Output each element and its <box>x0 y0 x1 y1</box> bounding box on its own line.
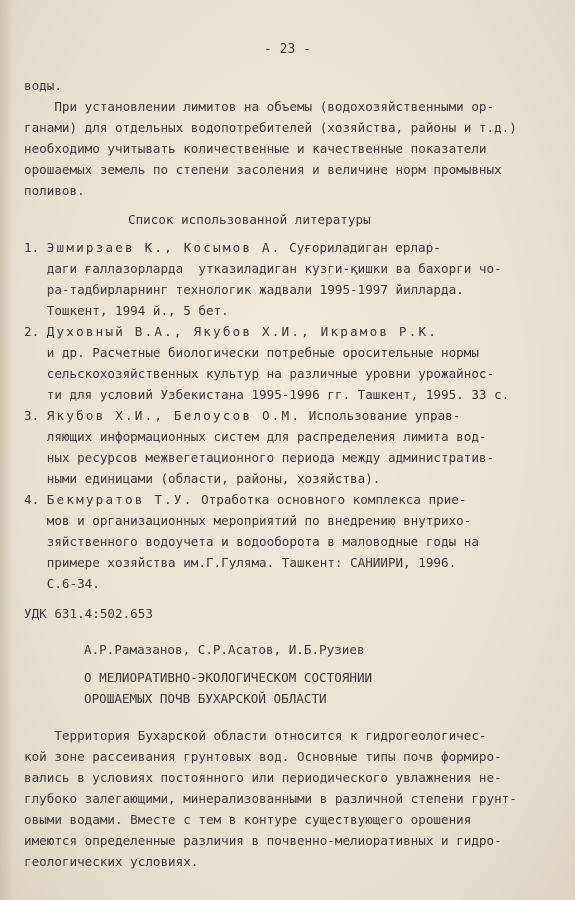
reference-text: даги ғаллазорларда утказиладиган кузги-қишки ва бахорги чо- <box>24 261 502 276</box>
article-line: овыми водами. Вместе с тем в контуре существующего орошения <box>24 812 472 827</box>
reference-item-1 <box>24 238 441 259</box>
reference-text: Тошкент, 1994 й., 5 бет. <box>24 303 229 318</box>
reference-authors: Эшмирзаев К., Косымов А. <box>46 240 282 255</box>
reference-text: Использование управ- <box>301 408 461 423</box>
article-line: глубоко залегающими, минерализованными в различной степени грунт- <box>24 791 517 806</box>
reference-text: Суғориладиган ерлар- <box>281 240 441 255</box>
intro-line: При установлении лимитов на объемы (водохозяйственными ор- <box>24 99 495 114</box>
reference-authors: Якубов Х.И., Белоусов О.М. <box>46 408 302 423</box>
reference-text: зяйственного водоучета и водооборота в маловодные годы на <box>24 534 479 549</box>
udk-code: УДК 631.4:502.653 <box>24 606 153 621</box>
article-line: Территория Бухарской области относится к гидрогеологичес- <box>24 728 487 743</box>
reference-text: мов и организационных мероприятий по внедрению внутрихо- <box>24 513 472 528</box>
reference-text: ти для условий Узбекистана 1995-1996 гг. Ташкент, 1995. 33 с. <box>24 387 510 402</box>
reference-item-3 <box>24 406 460 427</box>
article-title-line: О МЕЛИОРАТИВНО-ЭКОЛОГИЧЕСКОМ СОСТОЯНИИ <box>84 670 373 685</box>
reference-item-2 <box>24 322 438 343</box>
article-line: имеются определенные различия в почвенно-мелиоративных и гидро- <box>24 833 502 848</box>
reference-authors: Духовный В.А., Якубов Х.И., Икрамов Р.К. <box>46 324 439 339</box>
intro-line: необходимо учитывать количественные и качественные показатели <box>24 141 487 156</box>
intro-line: воды. <box>24 78 62 93</box>
references-title: Список использованной литературы <box>128 212 371 227</box>
page-number: - 23 - <box>264 42 311 57</box>
reference-text: ных ресурсов межвегетационного периода между административ- <box>24 450 495 465</box>
article-line: вались в условиях постоянного или периодического увлажнения не- <box>24 770 502 785</box>
reference-text: Отработка основного комплекса прие- <box>193 492 467 507</box>
article-line: кой зоне рассеивания грунтовых вод. Основные типы почв формиро- <box>24 749 502 764</box>
reference-text: С.6-34. <box>24 576 100 591</box>
reference-number: 3. <box>24 408 40 423</box>
article-line: геологических условиях. <box>24 854 199 869</box>
reference-text: сельскохозяйственных культур на различные уровни урожайнос- <box>24 366 495 381</box>
reference-authors: Бекмуратов Т.У. <box>46 492 194 507</box>
intro-line: орошаемых земель по степени засоления и величине норм промывных <box>24 162 502 177</box>
reference-number: 4. <box>24 492 40 507</box>
reference-text: и др. Расчетные биологически потребные оросительные нормы <box>24 345 479 360</box>
article-authors: А.Р.Рамазанов, С.Р.Асатов, И.Б.Рузиев <box>84 642 365 657</box>
page-spine-shadow <box>0 0 14 900</box>
reference-number: 1. <box>24 240 40 255</box>
reference-item-4 <box>24 490 466 511</box>
reference-text: ными единицами (области, районы, хозяйства). <box>24 471 381 486</box>
reference-text: ляющих информационных систем для распределения лимита вод- <box>24 429 487 444</box>
article-title-line: ОРОШАЕМЫХ ПОЧВ БУХАРСКОЙ ОБЛАСТИ <box>84 691 327 706</box>
reference-text: ра-тадбирларнинг технологик жадвали 1995-1997 йилларда. <box>24 282 464 297</box>
reference-number: 2. <box>24 324 40 339</box>
reference-text: примере хозяйства им.Г.Гуляма. Ташкент: САНИИРИ, 1996. <box>24 555 457 570</box>
intro-line: поливов. <box>24 183 85 198</box>
intro-line: ганами) для отдельных водопотребителей (хозяйства, районы и т.д.) <box>24 120 517 135</box>
